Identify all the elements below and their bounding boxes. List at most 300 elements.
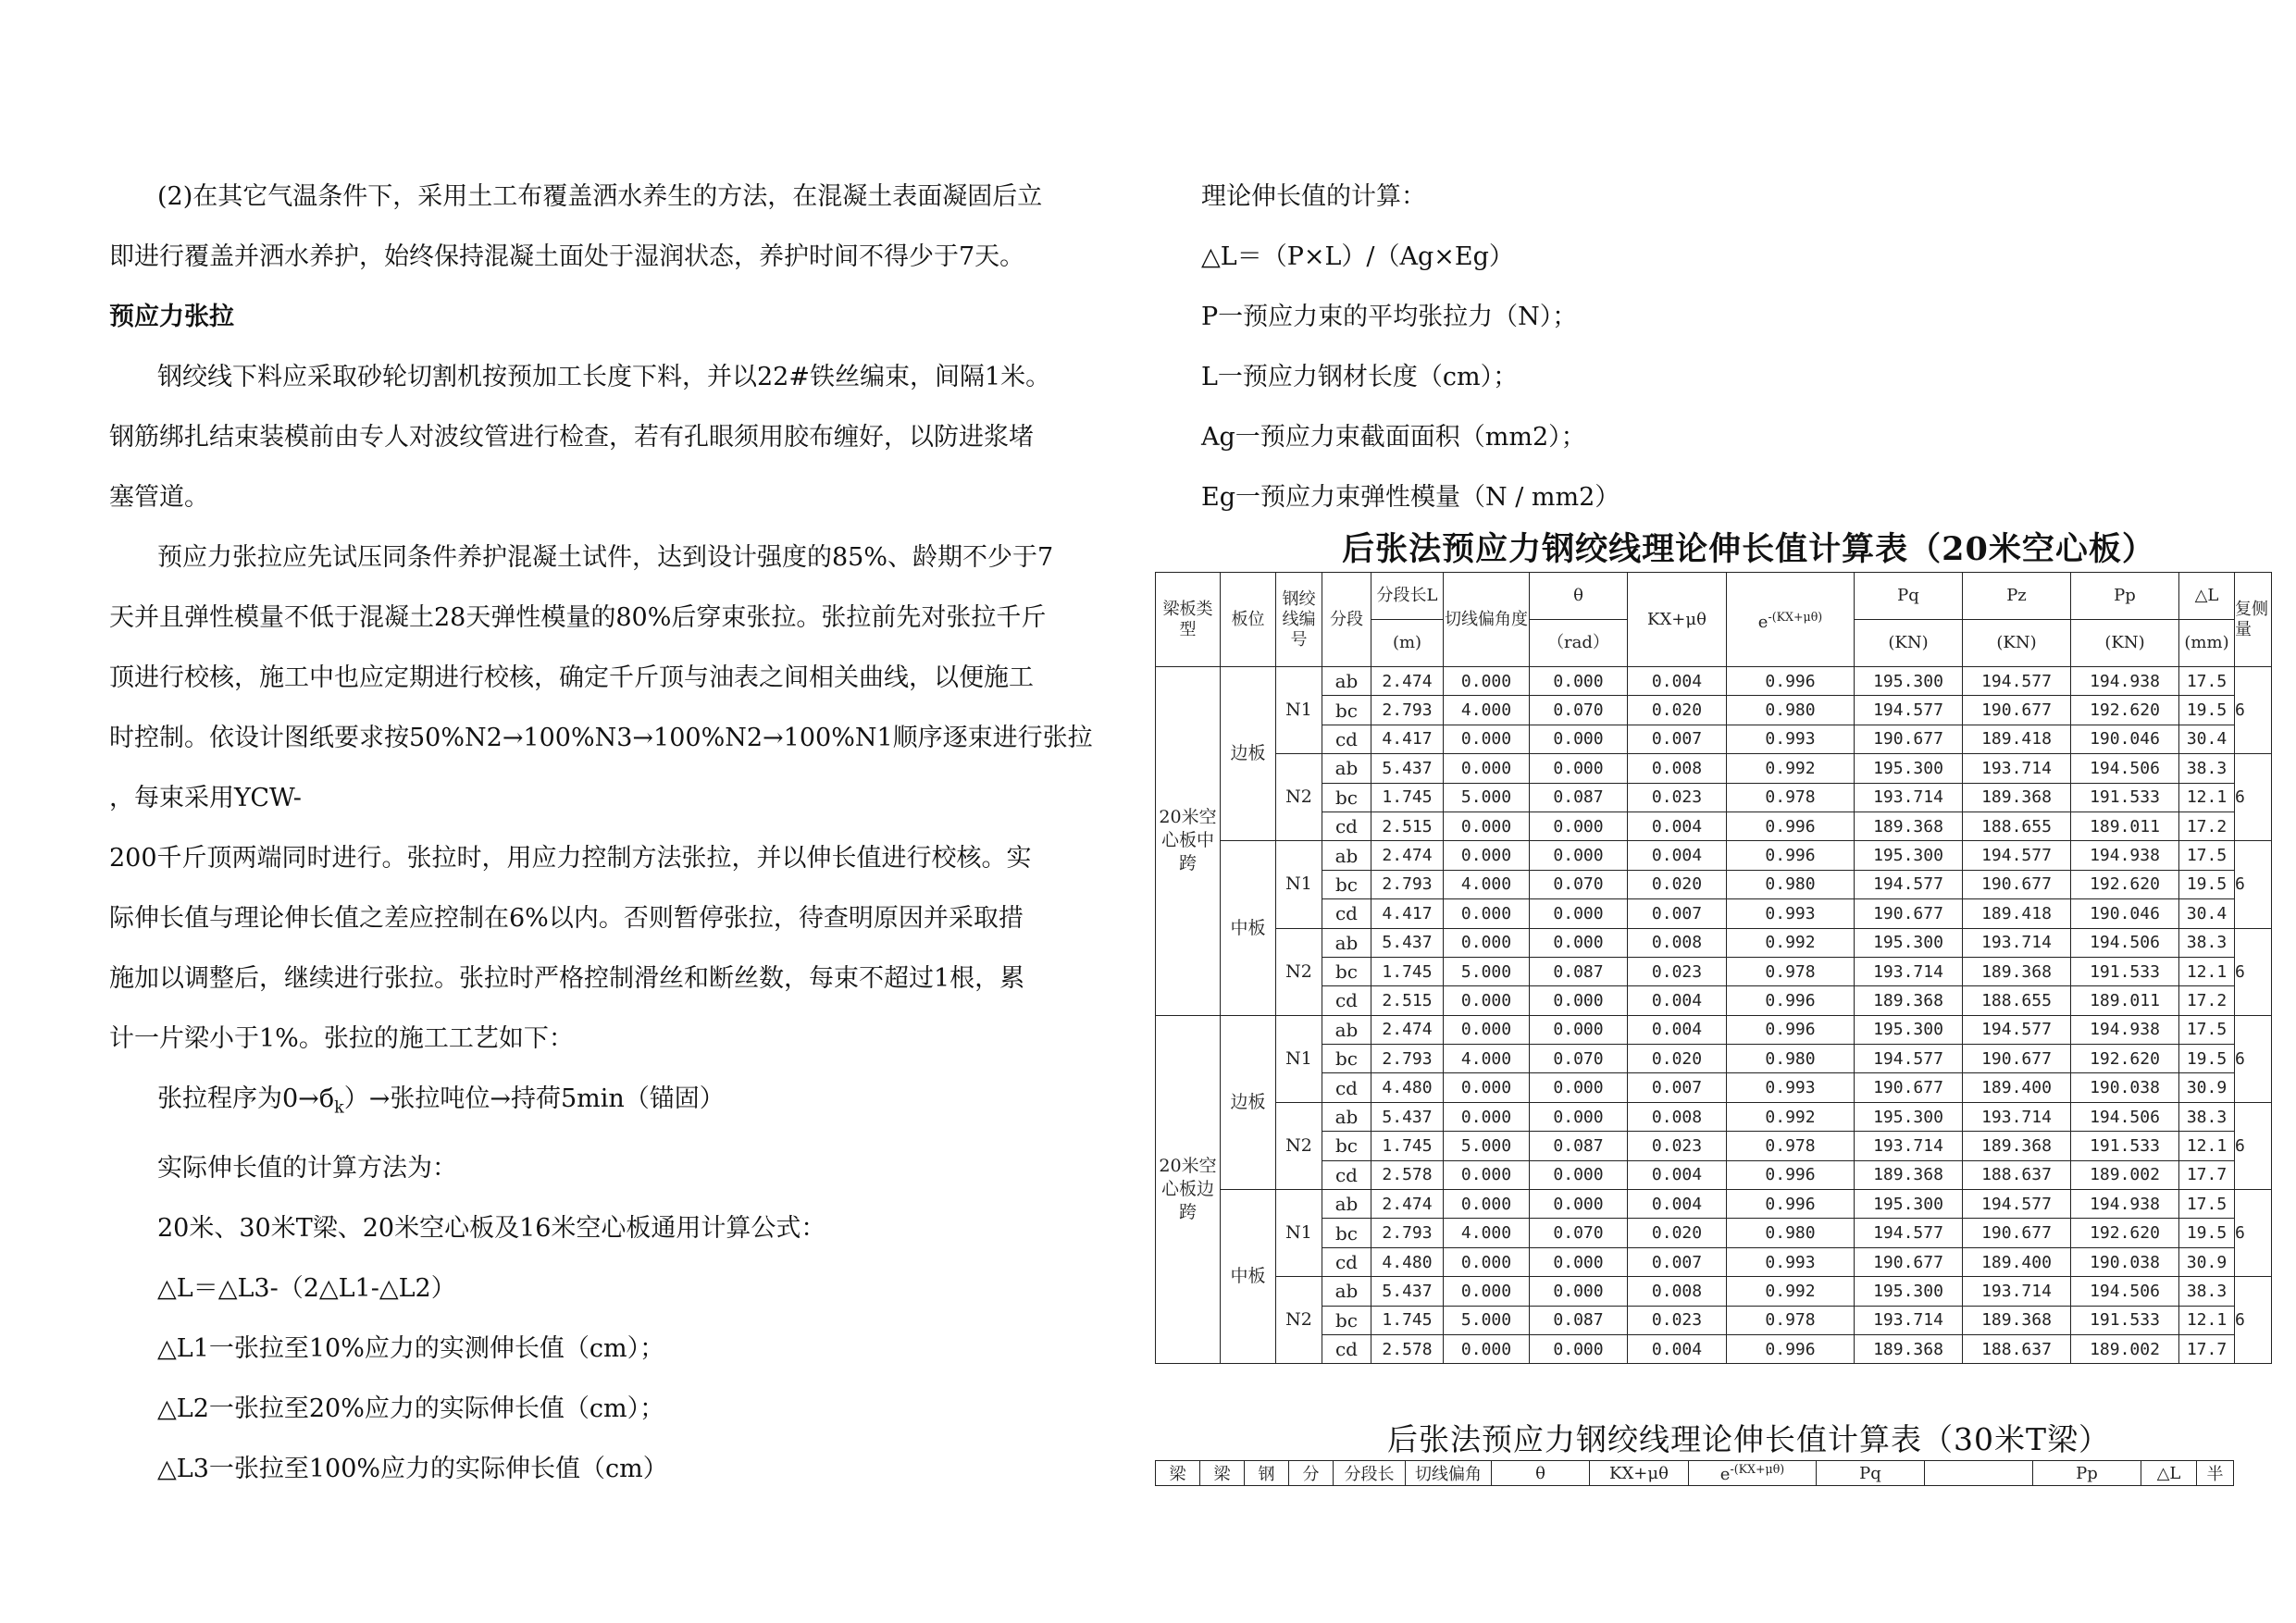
- pq-cell: 193.714: [1855, 1306, 1963, 1334]
- dl-cell: 17.5: [2179, 667, 2235, 696]
- dl-cell: 19.5: [2179, 870, 2235, 898]
- theta-cell: 0.000: [1530, 1277, 1628, 1306]
- pq-cell: 190.677: [1855, 1073, 1963, 1102]
- table-row: [1156, 1219, 2272, 1247]
- pq-cell: 193.714: [1855, 957, 1963, 985]
- header-seg-len-unit: (m): [1371, 620, 1444, 667]
- dl-cell: 17.5: [2179, 1190, 2235, 1219]
- dl-cell: 19.5: [2179, 1219, 2235, 1247]
- dl-cell: 38.3: [2179, 754, 2235, 783]
- dl-cell: 17.7: [2179, 1160, 2235, 1189]
- dl-cell: 12.1: [2179, 1306, 2235, 1334]
- tangent-cell: 0.000: [1444, 841, 1530, 870]
- theta-cell: 0.087: [1530, 957, 1628, 985]
- segment-cell: ab: [1322, 1190, 1371, 1219]
- t2-header-2: 钢: [1245, 1461, 1289, 1486]
- segment-cell: bc: [1322, 1219, 1371, 1247]
- pq-cell: 194.577: [1855, 870, 1963, 898]
- pp-cell: 191.533: [2071, 1132, 2179, 1160]
- theta-cell: 0.000: [1530, 1015, 1628, 1044]
- seg-len-cell: 1.745: [1371, 783, 1444, 812]
- position-cell: 边板: [1221, 1015, 1276, 1189]
- table-row: [1156, 1190, 2272, 1219]
- header-exp: [1727, 573, 1855, 667]
- theta-cell: 0.070: [1530, 870, 1628, 898]
- right-line4: L一预应力钢材长度（cm）；: [1201, 363, 1519, 391]
- seg-len-cell: 1.745: [1371, 1132, 1444, 1160]
- exp-cell: 0.996: [1727, 667, 1855, 696]
- procedure-sigma: б: [318, 1084, 335, 1113]
- tangent-cell: 0.000: [1444, 928, 1530, 957]
- table-row: [1156, 899, 2272, 928]
- seg-len-cell: 5.437: [1371, 928, 1444, 957]
- pp-cell: 191.533: [2071, 783, 2179, 812]
- t2-exp-sup: -(KX+μθ): [1730, 1462, 1785, 1476]
- position-cell: 边板: [1221, 667, 1276, 841]
- table-row: [1156, 754, 2272, 783]
- pq-cell: 190.677: [1855, 1247, 1963, 1276]
- table-row: [1156, 725, 2272, 753]
- pp-cell: 194.938: [2071, 841, 2179, 870]
- table-row: [1156, 1045, 2272, 1073]
- pz-cell: 194.577: [1963, 841, 2071, 870]
- pz-cell: 189.368: [1963, 783, 2071, 812]
- pq-cell: 195.300: [1855, 667, 1963, 696]
- tangent-cell: 0.000: [1444, 1102, 1530, 1131]
- kx-cell: 0.007: [1628, 899, 1727, 928]
- table-row: [1156, 870, 2272, 898]
- segment-cell: ab: [1322, 841, 1371, 870]
- pq-cell: 193.714: [1855, 1132, 1963, 1160]
- header-beam-type: 梁板类型: [1156, 573, 1221, 667]
- dl-cell: 38.3: [2179, 1277, 2235, 1306]
- header-pq: Pq: [1855, 573, 1963, 620]
- pz-cell: 189.368: [1963, 957, 2071, 985]
- section-heading: 预应力张拉: [109, 303, 234, 331]
- pp-cell: 189.002: [2071, 1160, 2179, 1189]
- pp-cell: 189.011: [2071, 812, 2179, 840]
- table-row: [1156, 1015, 2272, 1044]
- table-row: [1156, 1247, 2272, 1276]
- pq-cell: 195.300: [1855, 1102, 1963, 1131]
- check-cell: 6: [2235, 754, 2272, 841]
- pq-cell: 193.714: [1855, 783, 1963, 812]
- kx-cell: 0.023: [1628, 957, 1727, 985]
- seg-len-cell: 4.417: [1371, 725, 1444, 753]
- pq-cell: 195.300: [1855, 1190, 1963, 1219]
- formula: △L＝△L3-（2△L1-△L2）: [157, 1274, 456, 1304]
- seg-len-cell: 2.578: [1371, 1160, 1444, 1189]
- exp-cell: 0.993: [1727, 725, 1855, 753]
- theta-cell: 0.000: [1530, 725, 1628, 753]
- theta-cell: 0.000: [1530, 899, 1628, 928]
- tangent-cell: 5.000: [1444, 957, 1530, 985]
- segment-cell: bc: [1322, 1132, 1371, 1160]
- exp-cell: 0.978: [1727, 1306, 1855, 1334]
- pz-cell: 193.714: [1963, 928, 2071, 957]
- strand-id-cell: N2: [1276, 1277, 1322, 1364]
- table-row: [1156, 1277, 2272, 1306]
- t2-header-5: 切线偏角: [1406, 1461, 1492, 1486]
- dl-cell: 19.5: [2179, 696, 2235, 725]
- tangent-cell: 4.000: [1444, 1219, 1530, 1247]
- pz-cell: 193.714: [1963, 1102, 2071, 1131]
- pq-cell: 194.577: [1855, 1219, 1963, 1247]
- tangent-cell: 0.000: [1444, 899, 1530, 928]
- pq-cell: 195.300: [1855, 841, 1963, 870]
- para3-line1: 预应力张拉应先试压同条件养护混凝土试件，达到设计强度的85%、龄期不少于7: [157, 543, 1054, 572]
- pp-cell: 190.046: [2071, 725, 2179, 753]
- strand-id-cell: N1: [1276, 1190, 1322, 1277]
- strand-id-cell: N2: [1276, 1102, 1322, 1189]
- exp-cell: 0.992: [1727, 928, 1855, 957]
- seg-len-cell: 2.515: [1371, 812, 1444, 840]
- exp-cell: 0.993: [1727, 899, 1855, 928]
- segment-cell: bc: [1322, 783, 1371, 812]
- tangent-cell: 0.000: [1444, 1334, 1530, 1363]
- header-position: 板位: [1221, 573, 1276, 667]
- t2-header-13: 半: [2197, 1461, 2234, 1486]
- tangent-cell: 0.000: [1444, 1160, 1530, 1189]
- exp-cell: 0.996: [1727, 1160, 1855, 1189]
- tangent-cell: 5.000: [1444, 1306, 1530, 1334]
- exp-cell: 0.980: [1727, 870, 1855, 898]
- seg-len-cell: 5.437: [1371, 754, 1444, 783]
- segment-cell: cd: [1322, 812, 1371, 840]
- header-pz-unit: (KN): [1963, 620, 2071, 667]
- exp-cell: 0.978: [1727, 783, 1855, 812]
- pq-cell: 189.368: [1855, 986, 1963, 1015]
- seg-len-cell: 2.474: [1371, 1015, 1444, 1044]
- pq-cell: 189.368: [1855, 1334, 1963, 1363]
- pz-cell: 193.714: [1963, 754, 2071, 783]
- table1-title: 后张法预应力钢绞线理论伸长值计算表（20米空心板）: [1342, 530, 2155, 568]
- pq-cell: 195.300: [1855, 1277, 1963, 1306]
- seg-len-cell: 4.417: [1371, 899, 1444, 928]
- header-exp-base: e: [1757, 612, 1769, 632]
- pq-cell: 190.677: [1855, 725, 1963, 753]
- header-theta-unit: （rad）: [1530, 620, 1628, 667]
- pp-cell: 190.046: [2071, 899, 2179, 928]
- segment-cell: bc: [1322, 1045, 1371, 1073]
- check-cell: 6: [2235, 928, 2272, 1015]
- pz-cell: 190.677: [1963, 696, 2071, 725]
- dl-cell: 17.2: [2179, 812, 2235, 840]
- beam-type-cell: 20米空心板中跨: [1156, 667, 1221, 1016]
- formula-intro: 20米、30米T梁、20米空心板及16米空心板通用计算公式：: [157, 1214, 826, 1244]
- kx-cell: 0.023: [1628, 1306, 1727, 1334]
- t2-exp-base: e: [1719, 1465, 1731, 1484]
- table1: [1155, 572, 2272, 1364]
- segment-cell: ab: [1322, 667, 1371, 696]
- table-row: [1156, 957, 2272, 985]
- exp-cell: 0.993: [1727, 1073, 1855, 1102]
- tangent-cell: 0.000: [1444, 1015, 1530, 1044]
- pz-cell: 189.400: [1963, 1073, 2071, 1102]
- seg-len-cell: 5.437: [1371, 1277, 1444, 1306]
- header-dl-unit: (mm): [2179, 620, 2235, 667]
- kx-cell: 0.004: [1628, 667, 1727, 696]
- t2-header-3: 分: [1289, 1461, 1334, 1486]
- header-dl: △L: [2179, 573, 2235, 620]
- tangent-cell: 0.000: [1444, 1073, 1530, 1102]
- segment-cell: bc: [1322, 957, 1371, 985]
- dl-cell: 30.4: [2179, 899, 2235, 928]
- pq-cell: 189.368: [1855, 812, 1963, 840]
- segment-cell: ab: [1322, 754, 1371, 783]
- pz-cell: 188.655: [1963, 812, 2071, 840]
- t2-header-9: Pq: [1817, 1461, 1925, 1486]
- segment-cell: bc: [1322, 696, 1371, 725]
- dl-cell: 12.1: [2179, 957, 2235, 985]
- dl-cell: 38.3: [2179, 1102, 2235, 1131]
- pp-cell: 190.038: [2071, 1073, 2179, 1102]
- pp-cell: 189.002: [2071, 1334, 2179, 1363]
- para1-line2: 即进行覆盖并洒水养护，始终保持混凝土面处于湿润状态，养护时间不得少于7天。: [109, 242, 1025, 271]
- kx-cell: 0.004: [1628, 841, 1727, 870]
- theta-cell: 0.000: [1530, 754, 1628, 783]
- table-row: [1156, 1334, 2272, 1363]
- exp-cell: 0.993: [1727, 1247, 1855, 1276]
- pp-cell: 194.506: [2071, 1102, 2179, 1131]
- header-theta: θ: [1530, 573, 1628, 620]
- theta-cell: 0.070: [1530, 696, 1628, 725]
- table-row: [1156, 928, 2272, 957]
- tangent-cell: 4.000: [1444, 1045, 1530, 1073]
- exp-cell: 0.996: [1727, 841, 1855, 870]
- strand-id-cell: N2: [1276, 754, 1322, 841]
- kx-cell: 0.007: [1628, 725, 1727, 753]
- header-exp-sup: -(KX+μθ): [1768, 609, 1823, 624]
- t2-header-10: [1925, 1461, 2033, 1486]
- segment-cell: ab: [1322, 1015, 1371, 1044]
- segment-cell: cd: [1322, 1160, 1371, 1189]
- pz-cell: 194.577: [1963, 1015, 2071, 1044]
- kx-cell: 0.004: [1628, 1015, 1727, 1044]
- kx-cell: 0.004: [1628, 1160, 1727, 1189]
- dl-cell: 38.3: [2179, 928, 2235, 957]
- strand-id-cell: N1: [1276, 667, 1322, 754]
- pz-cell: 189.418: [1963, 899, 2071, 928]
- header-pz: Pz: [1963, 573, 2071, 620]
- kx-cell: 0.020: [1628, 1219, 1727, 1247]
- check-cell: 6: [2235, 1190, 2272, 1277]
- exp-cell: 0.980: [1727, 1045, 1855, 1073]
- pp-cell: 194.938: [2071, 667, 2179, 696]
- kx-cell: 0.007: [1628, 1247, 1727, 1276]
- table-row: [1156, 1073, 2272, 1102]
- t2-header-6: θ: [1492, 1461, 1590, 1486]
- procedure-sub: k: [334, 1098, 344, 1118]
- pz-cell: 189.368: [1963, 1132, 2071, 1160]
- exp-cell: 0.980: [1727, 1219, 1855, 1247]
- theta-cell: 0.000: [1530, 1334, 1628, 1363]
- strand-id-cell: N1: [1276, 1015, 1322, 1102]
- kx-cell: 0.004: [1628, 1334, 1727, 1363]
- table-row: [1156, 1132, 2272, 1160]
- procedure-prefix: 张拉程序为0→: [157, 1084, 319, 1113]
- dl-cell: 17.7: [2179, 1334, 2235, 1363]
- exp-cell: 0.980: [1727, 696, 1855, 725]
- t2-header-11: Pp: [2033, 1461, 2141, 1486]
- right-line6: Eg一预应力束弹性模量（N / mm2）: [1201, 483, 1620, 512]
- kx-cell: 0.007: [1628, 1073, 1727, 1102]
- pz-cell: 188.637: [1963, 1334, 2071, 1363]
- pz-cell: 189.400: [1963, 1247, 2071, 1276]
- para3-line8: 施加以调整后，继续进行张拉。张拉时严格控制滑丝和断丝数，每束不超过1根，累: [109, 964, 1025, 993]
- theta-cell: 0.000: [1530, 986, 1628, 1015]
- exp-cell: 0.992: [1727, 754, 1855, 783]
- seg-len-cell: 4.480: [1371, 1073, 1444, 1102]
- dl-cell: 12.1: [2179, 783, 2235, 812]
- actual-method: 实际伸长值的计算方法为：: [157, 1154, 457, 1183]
- header-pp-unit: (KN): [2071, 620, 2179, 667]
- pq-cell: 190.677: [1855, 899, 1963, 928]
- pp-cell: 192.620: [2071, 870, 2179, 898]
- para3-line5: ，每束采用YCW-: [109, 784, 302, 812]
- para2-line2: 钢筋绑扎结束装模前由专人对波纹管进行检查，若有孔眼须用胶布缠好，以防进浆堵: [109, 423, 1034, 452]
- theta-cell: 0.070: [1530, 1045, 1628, 1073]
- seg-len-cell: 5.437: [1371, 1102, 1444, 1131]
- position-cell: 中板: [1221, 1190, 1276, 1364]
- pp-cell: 192.620: [2071, 1219, 2179, 1247]
- header-strand-no: 钢绞线编号: [1276, 573, 1322, 667]
- table2-title: 后张法预应力钢绞线理论伸长值计算表（30米T梁）: [1386, 1421, 2110, 1457]
- pz-cell: 190.677: [1963, 1219, 2071, 1247]
- pp-cell: 194.938: [2071, 1190, 2179, 1219]
- theta-cell: 0.070: [1530, 1219, 1628, 1247]
- header-check: 复侧量: [2235, 573, 2272, 667]
- exp-cell: 0.978: [1727, 1132, 1855, 1160]
- segment-cell: cd: [1322, 1334, 1371, 1363]
- t2-header-4: 分段长: [1334, 1461, 1406, 1486]
- para2-line1: 钢绞线下料应采取砂轮切割机按预加工长度下料，并以22#铁丝编束，间隔1米。: [157, 363, 1051, 391]
- seg-len-cell: 2.793: [1371, 870, 1444, 898]
- kx-cell: 0.020: [1628, 696, 1727, 725]
- pp-cell: 194.506: [2071, 928, 2179, 957]
- right-line1: 理论伸长值的计算：: [1201, 182, 1426, 211]
- header-segment: 分段: [1322, 573, 1371, 667]
- theta-cell: 0.000: [1530, 1102, 1628, 1131]
- beam-type-cell: 20米空心板边跨: [1156, 1015, 1221, 1364]
- pp-cell: 194.506: [2071, 754, 2179, 783]
- tangent-cell: 0.000: [1444, 667, 1530, 696]
- check-cell: 6: [2235, 667, 2272, 754]
- tangent-cell: 0.000: [1444, 1190, 1530, 1219]
- kx-cell: 0.004: [1628, 812, 1727, 840]
- pq-cell: 194.577: [1855, 696, 1963, 725]
- segment-cell: cd: [1322, 1247, 1371, 1276]
- right-line5: Ag一预应力束截面面积（mm2）；: [1201, 423, 1586, 452]
- table-row: [1156, 812, 2272, 840]
- segment-cell: cd: [1322, 725, 1371, 753]
- seg-len-cell: 4.480: [1371, 1247, 1444, 1276]
- para3-line6: 200千斤顶两端同时进行。张拉时，用应力控制方法张拉，并以伸长值进行校核。实: [109, 844, 1032, 873]
- pz-cell: 190.677: [1963, 1045, 2071, 1073]
- segment-cell: cd: [1322, 899, 1371, 928]
- table-row: [1156, 841, 2272, 870]
- header-seg-len: 分段长L: [1371, 573, 1444, 620]
- def-l2: △L2一张拉至20%应力的实际伸长值（cm）；: [157, 1394, 665, 1424]
- header-pp: Pp: [2071, 573, 2179, 620]
- exp-cell: 0.996: [1727, 812, 1855, 840]
- table-row: [1156, 1160, 2272, 1189]
- para2-line3: 塞管道。: [109, 483, 209, 512]
- segment-cell: ab: [1322, 1277, 1371, 1306]
- dl-cell: 30.9: [2179, 1247, 2235, 1276]
- left-column: [109, 167, 1123, 1499]
- t2-header-0: 梁: [1156, 1461, 1200, 1486]
- seg-len-cell: 2.793: [1371, 1045, 1444, 1073]
- theta-cell: 0.000: [1530, 1247, 1628, 1276]
- header-pq-unit: (KN): [1855, 620, 1963, 667]
- dl-cell: 19.5: [2179, 1045, 2235, 1073]
- theta-cell: 0.087: [1530, 1306, 1628, 1334]
- table-row: [1156, 783, 2272, 812]
- pp-cell: 191.533: [2071, 957, 2179, 985]
- para3-line2: 天并且弹性模量不低于混凝土28天弹性模量的80%后穿束张拉。张拉前先对张拉千斤: [109, 603, 1047, 632]
- kx-cell: 0.023: [1628, 783, 1727, 812]
- check-cell: 6: [2235, 841, 2272, 928]
- pz-cell: 188.637: [1963, 1160, 2071, 1189]
- seg-len-cell: 2.578: [1371, 1334, 1444, 1363]
- pz-cell: 189.368: [1963, 1306, 2071, 1334]
- dl-cell: 17.5: [2179, 841, 2235, 870]
- kx-cell: 0.023: [1628, 1132, 1727, 1160]
- check-cell: 6: [2235, 1015, 2272, 1102]
- pz-cell: 194.577: [1963, 1190, 2071, 1219]
- table-row: [1156, 1306, 2272, 1334]
- tangent-cell: 5.000: [1444, 783, 1530, 812]
- theta-cell: 0.000: [1530, 1073, 1628, 1102]
- tangent-cell: 0.000: [1444, 812, 1530, 840]
- def-l1: △L1一张拉至10%应力的实测伸长值（cm）；: [157, 1334, 665, 1364]
- segment-cell: ab: [1322, 1102, 1371, 1131]
- tangent-cell: 0.000: [1444, 1277, 1530, 1306]
- t2-header-7: KX+μθ: [1590, 1461, 1689, 1486]
- check-cell: 6: [2235, 1102, 2272, 1189]
- exp-cell: 0.996: [1727, 1334, 1855, 1363]
- kx-cell: 0.020: [1628, 870, 1727, 898]
- right-column: [1201, 167, 2219, 527]
- seg-len-cell: 1.745: [1371, 957, 1444, 985]
- table-row: [1156, 696, 2272, 725]
- para1-line1: (2)在其它气温条件下，采用土工布覆盖洒水养生的方法，在混凝土表面凝固后立: [157, 182, 1043, 211]
- tangent-cell: 0.000: [1444, 986, 1530, 1015]
- pq-cell: 194.577: [1855, 1045, 1963, 1073]
- table-row: [1156, 1102, 2272, 1131]
- strand-id-cell: N2: [1276, 928, 1322, 1015]
- para3-line3: 顶进行校核，施工中也应定期进行校核，确定千斤顶与油表之间相关曲线，以便施工: [109, 663, 1034, 692]
- kx-cell: 0.004: [1628, 1190, 1727, 1219]
- theta-cell: 0.000: [1530, 1160, 1628, 1189]
- position-cell: 中板: [1221, 841, 1276, 1015]
- strand-id-cell: N1: [1276, 841, 1322, 928]
- pz-cell: 194.577: [1963, 667, 2071, 696]
- right-line3: P一预应力束的平均张拉力（N）；: [1201, 303, 1578, 331]
- tangent-cell: 4.000: [1444, 870, 1530, 898]
- dl-cell: 30.9: [2179, 1073, 2235, 1102]
- kx-cell: 0.020: [1628, 1045, 1727, 1073]
- pp-cell: 194.938: [2071, 1015, 2179, 1044]
- seg-len-cell: 2.793: [1371, 1219, 1444, 1247]
- pp-cell: 191.533: [2071, 1306, 2179, 1334]
- tangent-cell: 0.000: [1444, 754, 1530, 783]
- pz-cell: 188.655: [1963, 986, 2071, 1015]
- kx-cell: 0.008: [1628, 754, 1727, 783]
- seg-len-cell: 2.793: [1371, 696, 1444, 725]
- dl-cell: 30.4: [2179, 725, 2235, 753]
